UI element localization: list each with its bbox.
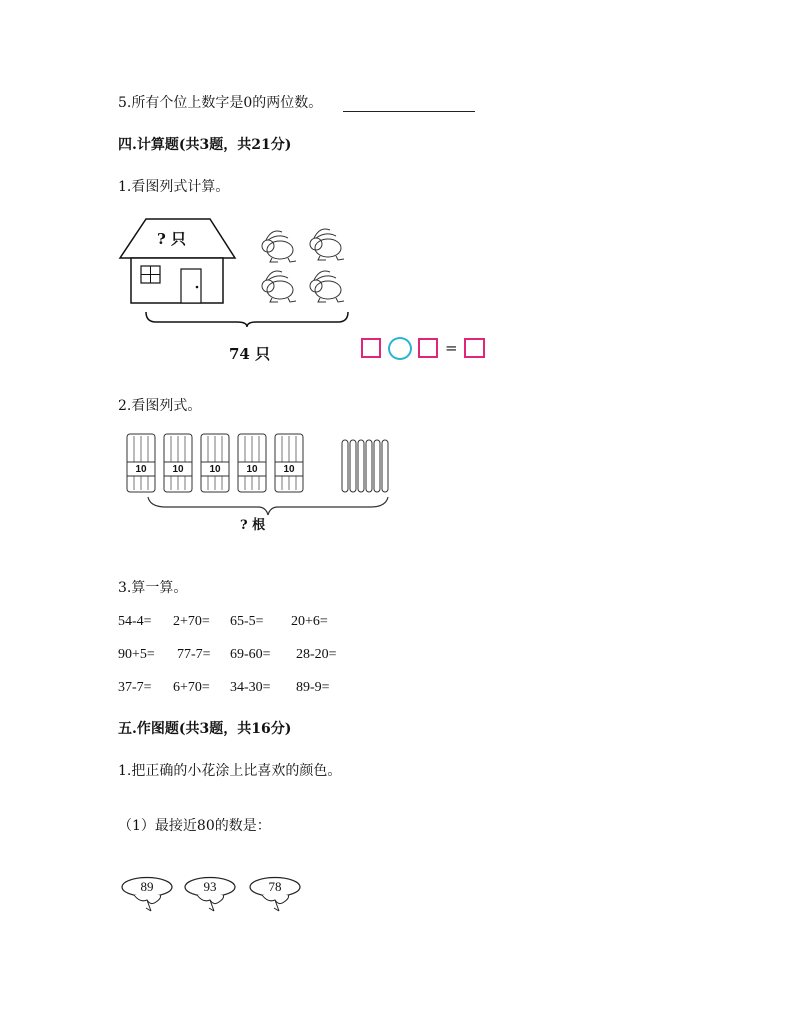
rabbit-3 — [262, 271, 296, 302]
sum-r1c3: 65-5= — [230, 614, 264, 629]
question-5-answer-blank[interactable] — [343, 111, 475, 112]
rabbit-2 — [310, 229, 344, 260]
problem-3-text: 3.算一算。 — [118, 580, 188, 596]
problem-1-text: 1.看图列式计算。 — [118, 179, 230, 195]
question-brace — [146, 495, 390, 517]
sum-r2c2: 77-7= — [177, 647, 211, 662]
sum-r3c1: 37-7= — [118, 680, 152, 695]
sum-r2c1: 90+5= — [118, 647, 155, 662]
sum-r2c3: 69-60= — [230, 647, 271, 662]
bundle-label-5: 10 — [283, 464, 295, 475]
flower-89-label: 89 — [140, 879, 154, 894]
flower-93-label: 93 — [203, 879, 217, 894]
sum-r3c3: 34-30= — [230, 680, 271, 695]
answer-box-3[interactable] — [464, 338, 485, 358]
problem-2-text: 2.看图列式。 — [118, 398, 202, 414]
section-4-title: 四.计算题(共3题，共21分) — [118, 137, 292, 153]
bundle-label-2: 10 — [172, 464, 184, 475]
sum-r1c4: 20+6= — [291, 614, 328, 629]
section-5-title: 五.作图题(共3题，共16分) — [118, 721, 292, 737]
bundle-1 — [127, 434, 155, 492]
sum-r1c1: 54-4= — [118, 614, 152, 629]
question-5-text: 5.所有个位上数字是0的两位数。 — [118, 95, 323, 111]
bundle-5 — [275, 434, 303, 492]
bundle-3 — [201, 434, 229, 492]
bundle-label-4: 10 — [246, 464, 258, 475]
bundle-2 — [164, 434, 192, 492]
sum-r3c2: 6+70= — [173, 680, 210, 695]
rabbit-1 — [262, 231, 296, 262]
equals-sign: = — [445, 339, 458, 357]
rabbit-4 — [310, 271, 344, 302]
answer-box-1[interactable] — [361, 338, 381, 358]
house-question-label: ? 只 — [157, 230, 187, 248]
drawing-subquestion-1: （1）最接近80的数是： — [118, 818, 271, 834]
operator-circle[interactable] — [388, 337, 412, 360]
question-label-sticks: ? 根 — [240, 518, 266, 533]
total-brace — [144, 310, 350, 328]
answer-box-2[interactable] — [418, 338, 438, 358]
sum-r2c4: 28-20= — [296, 647, 337, 662]
sum-r1c2: 2+70= — [173, 614, 210, 629]
single-sticks — [342, 440, 388, 492]
flower-78-label: 78 — [268, 879, 282, 894]
bundle-label-3: 10 — [209, 464, 221, 475]
sum-r3c4: 89-9= — [296, 680, 330, 695]
total-label: 74 只 — [229, 345, 271, 363]
bundle-label-1: 10 — [135, 464, 147, 475]
bundle-4 — [238, 434, 266, 492]
rabbits-illustration — [258, 224, 358, 308]
drawing-problem-1-text: 1.把正确的小花涂上比喜欢的颜色。 — [118, 763, 342, 779]
